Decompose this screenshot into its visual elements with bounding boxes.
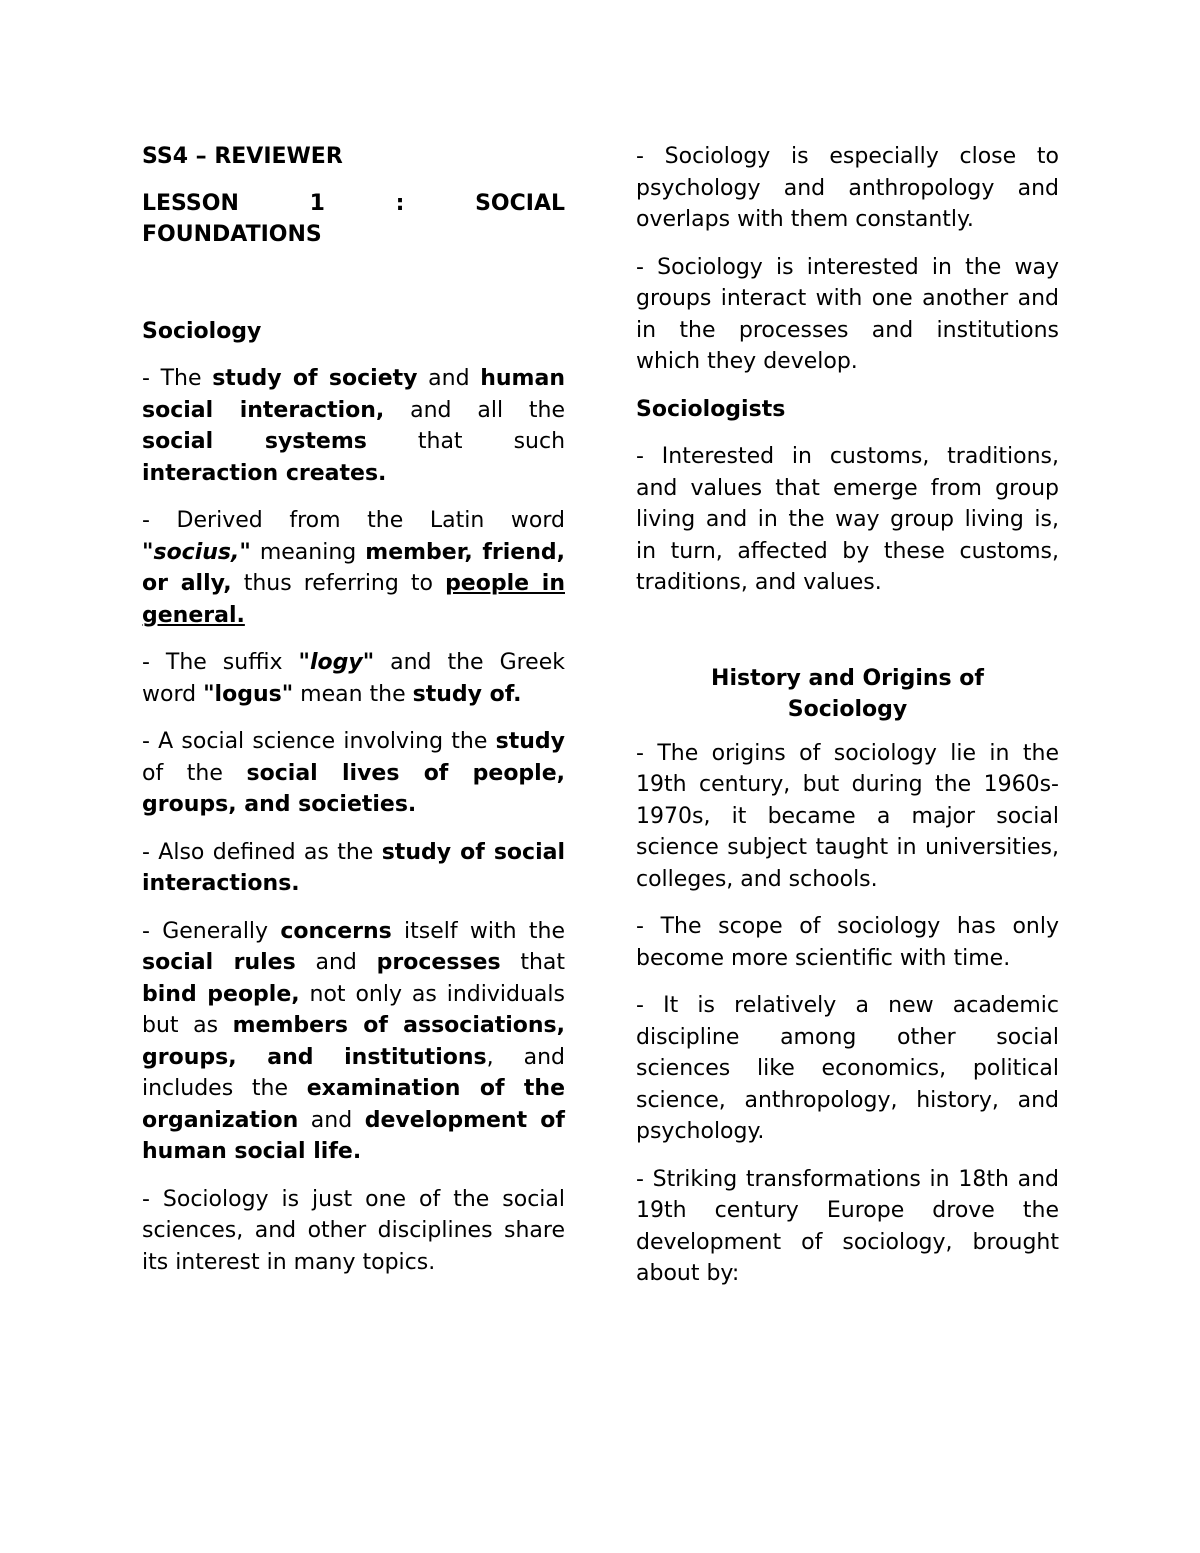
sociology-social-science: - A social science involving the study of the social lives of people, groups, and societies. <box>142 729 565 817</box>
left-column <box>142 141 565 1294</box>
sociology-definition: - The study of society and human social interaction, and all the social systems that such interaction creates. <box>142 366 566 486</box>
lesson-colon: : <box>395 190 405 216</box>
history-heading <box>636 663 1059 726</box>
lesson-heading-line1 <box>142 188 565 220</box>
sociology-heading: Sociology <box>142 318 262 344</box>
sociology-close-to-psychology: - Sociology is especially close to psychology and anthropology and overlaps with them constantly. <box>636 144 1059 232</box>
history-origins: - The origins of sociology lie in the 19th century, but during the 1960s-1970s, it became a major social science subject taught in universities, colleges, and schools. <box>636 740 1059 892</box>
history-new-discipline: - It is relatively a new academic discipline among other social sciences like economics, political science, anthropology, history, and psychology. <box>636 993 1059 1144</box>
sociology-latin-origin: - Derived from the Latin word "socius," meaning member, friend, or ally, thus referring to people in general. <box>142 508 565 628</box>
sociology-concerns: - Generally concerns itself with the social rules and processes that bind people, not only as individuals but as members of associations, groups, and institutions, and includes the examination of the organization and development of human social life. <box>142 918 566 1164</box>
document-title: SS4 – REVIEWER <box>142 144 343 169</box>
lesson-label: LESSON <box>142 190 239 216</box>
lesson-heading <box>142 188 565 251</box>
history-transformations: - Striking transformations in 18th and 19th century Europe drove the development of sociology, brought about by: <box>636 1166 1059 1286</box>
sociology-also-defined: - Also defined as the study of social interactions. <box>142 839 565 896</box>
history-scope: - The scope of sociology has only become more scientific with time. <box>636 914 1059 971</box>
sociologists-heading: Sociologists <box>636 396 786 422</box>
sociologists-interests: - Interested in customs, traditions, and values that emerge from group living and in the way group living is, in turn, affected by these customs, traditions, and values. <box>636 444 1059 595</box>
lesson-heading-line2: FOUNDATIONS <box>142 222 322 247</box>
lesson-number: 1 <box>309 190 325 216</box>
sociology-groups-interact: - Sociology is interested in the way groups interact with one another and in the processes and institutions which they develop. <box>636 254 1059 374</box>
lesson-word-social: SOCIAL <box>475 190 565 216</box>
sociology-one-of-sciences: - Sociology is just one of the social sciences, and other disciplines share its interest in many topics. <box>142 1186 565 1275</box>
history-heading-line1: History and Origins of <box>711 665 984 691</box>
right-column <box>636 141 1059 1306</box>
sociology-suffix: - The suffix "logy" and the Greek word "logus" mean the study of. <box>142 650 565 707</box>
history-heading-line2: Sociology <box>787 697 908 722</box>
